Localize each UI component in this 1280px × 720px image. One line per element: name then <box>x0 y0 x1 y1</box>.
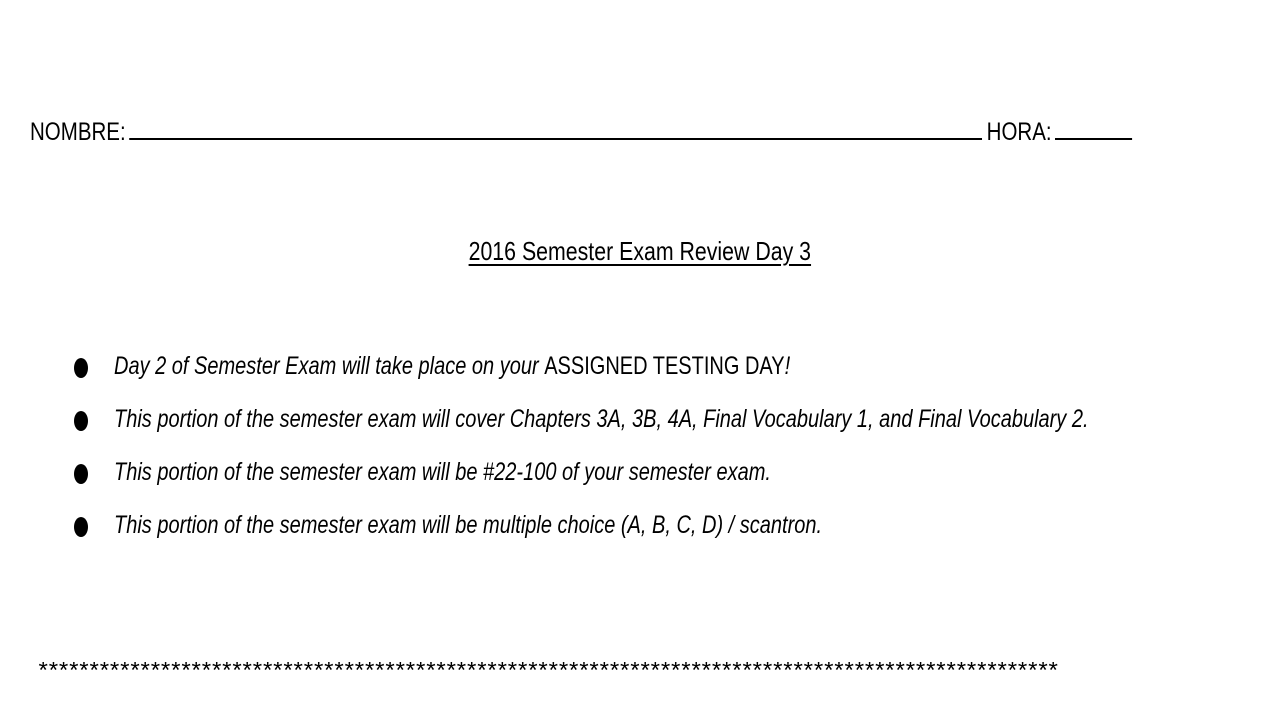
hora-blank-line <box>1055 112 1132 140</box>
bullet-dot-icon <box>74 517 88 537</box>
bullet-text-1 <box>114 352 790 381</box>
header-line <box>30 112 1052 152</box>
name-label: NOMBRE: <box>30 118 126 146</box>
document-title-wrap <box>0 236 1280 267</box>
bullet-item-4 <box>74 511 1274 564</box>
asterisk-divider: **************************************************************************************************** <box>36 662 1057 686</box>
bullet-dot-icon <box>74 358 88 378</box>
document-title: 2016 Semester Exam Review Day 3 <box>468 236 812 266</box>
bullet-text-1-post: ! <box>784 352 791 380</box>
name-blank-line <box>129 112 982 140</box>
bullet-dot-icon <box>74 464 88 484</box>
bullet-text-1-pre: Day 2 of Semester Exam will take place on your <box>114 352 545 380</box>
bullet-text-2: This portion of the semester exam will cover Chapters 3A, 3B, 4A, Final Vocabulary 1, and Final Vocabulary 2. <box>114 405 1089 433</box>
bullet-text-4: This portion of the semester exam will be multiple choice (A, B, C, D) / scantron. <box>114 511 823 539</box>
bullet-list <box>74 352 1274 564</box>
bullet-item-3 <box>74 458 1274 511</box>
bullet-text-1-emphasis: ASSIGNED TESTING DAY <box>544 352 785 380</box>
hora-label: HORA: <box>986 118 1052 146</box>
bullet-dot-icon <box>74 411 88 431</box>
bullet-text-3: This portion of the semester exam will be #22-100 of your semester exam. <box>114 458 771 486</box>
bullet-item-1 <box>74 352 1274 405</box>
bullet-item-2 <box>74 405 1274 458</box>
